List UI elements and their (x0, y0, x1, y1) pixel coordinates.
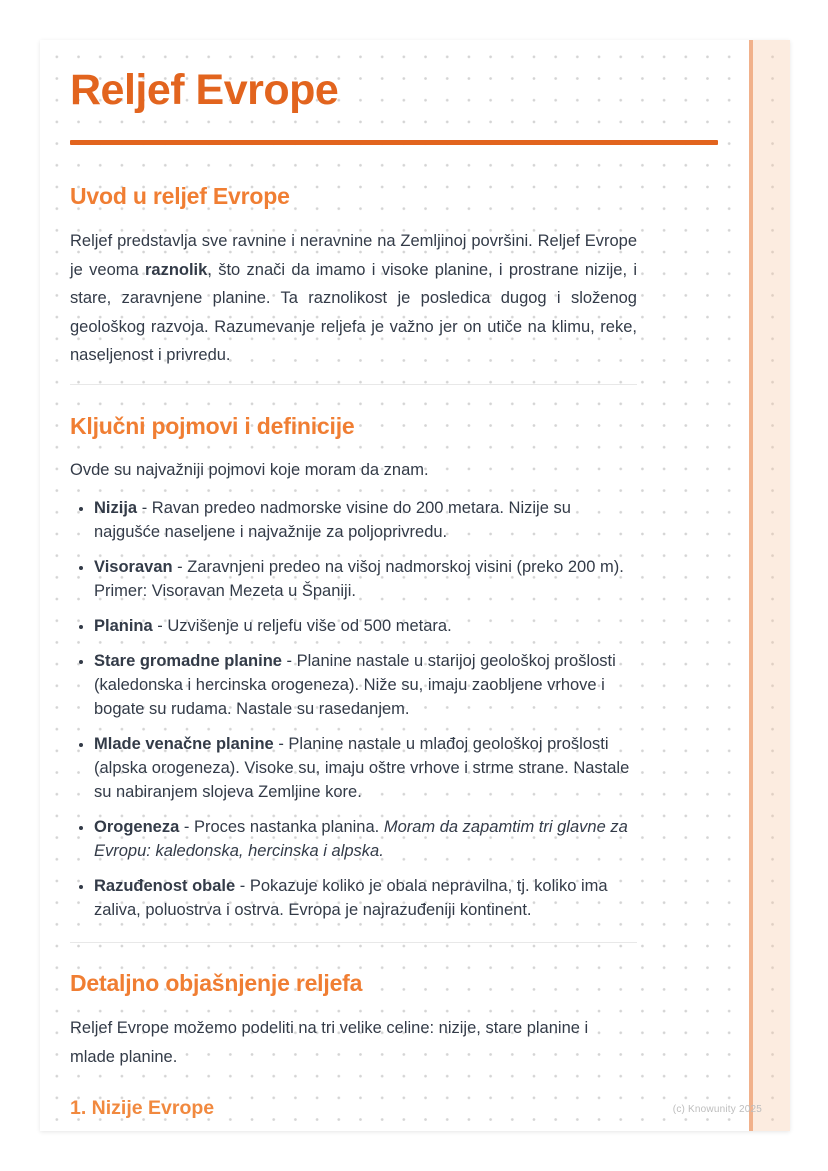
term-item (94, 732, 637, 804)
page-title: Reljef Evrope (70, 66, 339, 114)
term-text: - Planine nastale u starijoj geološkoj prošlosti (kaledonska i hercinska orogeneza). Niže su, imaju zaobljene vrhove i bogate su rudama. Nastale su rasedanjem. (94, 652, 616, 718)
term-text: - Proces nastanka planina. (179, 818, 384, 836)
term-text: - Uzvišenje u reljefu više od 500 metara. (152, 617, 452, 635)
term-name: Stare gromadne planine (94, 652, 282, 670)
term-item (94, 649, 637, 721)
title-rule (70, 140, 718, 145)
terms-intro-paragraph: Ovde su najvažniji pojmovi koje moram da znam. (70, 460, 429, 479)
term-note: Moram da zapamtim tri glavne za Evropu: kaledonska, hercinska i alpska. (94, 818, 628, 860)
term-name: Visoravan (94, 558, 173, 576)
term-text: - Ravan predeo nadmorske visine do 200 metara. Nizije su najgušće naseljene i najvažnije za poljoprivredu. (94, 499, 571, 541)
footer-credit: (c) Knowunity 2025 (672, 1104, 762, 1115)
term-name: Planina (94, 617, 153, 635)
section-divider (70, 942, 637, 943)
term-name: Orogeneza (94, 818, 180, 836)
term-text: - Planine nastale u mlađoj geološkoj prošlosti (alpska orogeneza). Visoke su, imaju oštre vrhove i strme strane. Nastale su nabiranjem slojeva Zemljine kore. (94, 735, 630, 801)
term-item (94, 496, 637, 544)
term-item (94, 614, 637, 638)
section-divider (70, 384, 637, 385)
term-name: Nizija (94, 499, 138, 517)
page-content (40, 66, 790, 1120)
term-text: - Pokazuje koliko je obala nepravilna, tj. koliko ima zaliva, poluostrva i ostrva. Evropa je najrazuđeniji kontinent. (94, 877, 608, 919)
term-item (94, 874, 637, 922)
detail-paragraph: Reljef Evrope možemo podeliti na tri velike celine: nizije, stare planine i mlade planine. (70, 1019, 589, 1066)
notes-page (40, 40, 790, 1131)
subsection-heading-nizije: 1. Nizije Evrope (70, 1097, 215, 1119)
section-heading-detail: Detaljno objašnjenje reljefa (70, 970, 363, 996)
term-item (94, 815, 637, 863)
section-heading-terms: Ključni pojmovi i definicije (70, 412, 355, 439)
term-text: - Zaravnjeni predeo na višoj nadmorskoj visini (preko 200 m). Primer: Visoravan Mezeta u Španiji. (94, 558, 624, 600)
term-name: Mlade venačne planine (94, 735, 274, 753)
intro-paragraph-bold: raznolik (144, 260, 208, 279)
section-heading-intro: Uvod u reljef Evrope (70, 183, 290, 209)
intro-paragraph-text-1: Reljef predstavlja sve ravnine i neravnine na Zemljinoj površini. Reljef Evrope je veoma (70, 232, 637, 279)
intro-paragraph (70, 227, 637, 370)
term-name: Razuđenost obale (94, 877, 236, 895)
term-list (70, 496, 637, 922)
term-item (94, 555, 637, 603)
intro-paragraph-text-2: , što znači da imamo i visoke planine, i prostrane nizije, i stare, zaravnjene planine. Ta raznolikost je posledica dugog i složenog geološkog razvoja. Razumevanje reljefa je važno jer on utiče na klimu, reke, naseljenost i privredu. (70, 260, 637, 364)
